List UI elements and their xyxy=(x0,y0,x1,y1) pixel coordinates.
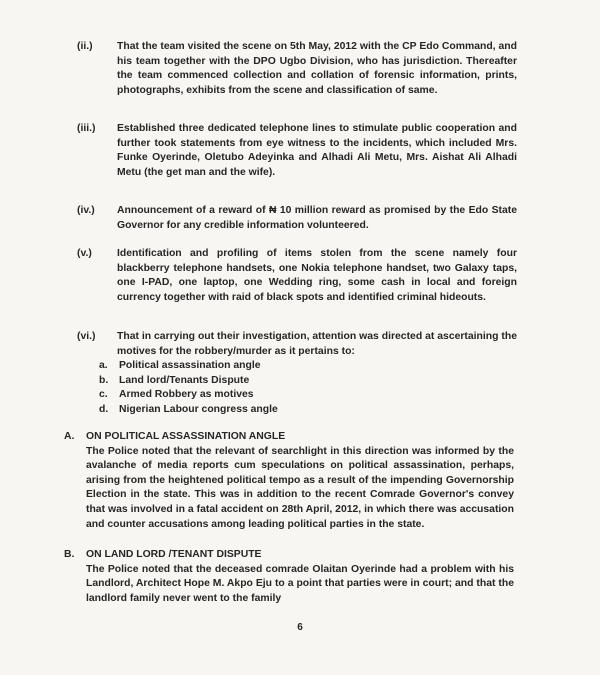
item-number: (iv.) xyxy=(77,205,95,216)
list-text: Political assassination angle xyxy=(119,360,261,372)
item-number: (ii.) xyxy=(77,41,93,52)
list-letter: d. xyxy=(99,403,109,415)
motives-list xyxy=(99,359,517,417)
section-letter: A. xyxy=(64,431,75,442)
item-vi xyxy=(77,330,517,418)
section-heading-text: ON POLITICAL ASSASSINATION ANGLE xyxy=(86,431,286,442)
page-number: 6 xyxy=(297,622,303,633)
item-text: Established three dedicated telephone lines to stimulate public cooperation and further took statements from eye witness to the incidents, which included Mrs. Funke Oyerinde, Oletubo Adeyinka and Alhadi Ali Metu, Mrs. Aishat Ali Alhadi Metu (the get man and the wife). xyxy=(117,123,517,178)
item-number: (v.) xyxy=(77,248,92,259)
list-item xyxy=(99,388,517,403)
list-text: Land lord/Tenants Dispute xyxy=(119,374,250,386)
item-number: (vi.) xyxy=(77,331,96,342)
section-letter: B. xyxy=(64,549,75,560)
list-letter: a. xyxy=(99,360,108,372)
list-item xyxy=(99,403,517,418)
section-landlord-tenant xyxy=(64,548,514,606)
item-ii xyxy=(77,40,517,98)
item-iii xyxy=(77,122,517,180)
section-political-assassination xyxy=(64,430,514,532)
item-text: Identification and profiling of items stolen from the scene namely four blackberry telephone handsets, one Nokia telephone handset, two Galaxy taps, one I-PAD, one laptop, one Wedding ring, some cash in local and foreign currency together with raid of black spots and identified criminal hideouts. xyxy=(117,248,517,303)
section-heading xyxy=(64,430,514,445)
section-heading-text: ON LAND LORD /TENANT DISPUTE xyxy=(86,549,262,560)
list-item xyxy=(99,359,517,374)
section-text: The Police noted that the relevant of searchlight in this direction was informed by the avalanche of media reports cum speculations on political assassination, perhaps, arising from the heightened political tempo as a result of the impending Governorship Election in the state. This was in addition to the recent Comrade Governor's convey that was involved in a fatal accident on 28th April, 2012, in which there was accusation and counter accusations among leading political parties in the state. xyxy=(86,445,514,530)
item-text: That in carrying out their investigation, attention was directed at ascertaining the motives for the robbery/murder as it pertains to: xyxy=(117,331,517,357)
list-text: Armed Robbery as motives xyxy=(119,389,254,401)
list-letter: b. xyxy=(99,374,109,386)
item-text: Announcement of a reward of ₦ 10 million reward as promised by the Edo State Governor for any credible information volunteered. xyxy=(117,205,517,231)
section-heading xyxy=(64,548,514,563)
list-item xyxy=(99,374,517,389)
item-text: That the team visited the scene on 5th May, 2012 with the CP Edo Command, and his team together with the DPO Ugbo Division, who has jurisdiction. Thereafter the team commenced collection and collation of forensic information, prints, photographs, exhibits from the scene and classification of same. xyxy=(117,41,517,96)
list-letter: c. xyxy=(99,389,108,401)
item-v xyxy=(77,247,517,305)
item-iv xyxy=(77,204,517,233)
item-number: (iii.) xyxy=(77,123,96,134)
section-text: The Police noted that the deceased comrade Olaitan Oyerinde had a problem with his Landlord, Architect Hope M. Akpo Eju to a point that parties were in court; and that the landlord family never went to the family xyxy=(86,563,514,604)
list-text: Nigerian Labour congress angle xyxy=(119,403,278,415)
